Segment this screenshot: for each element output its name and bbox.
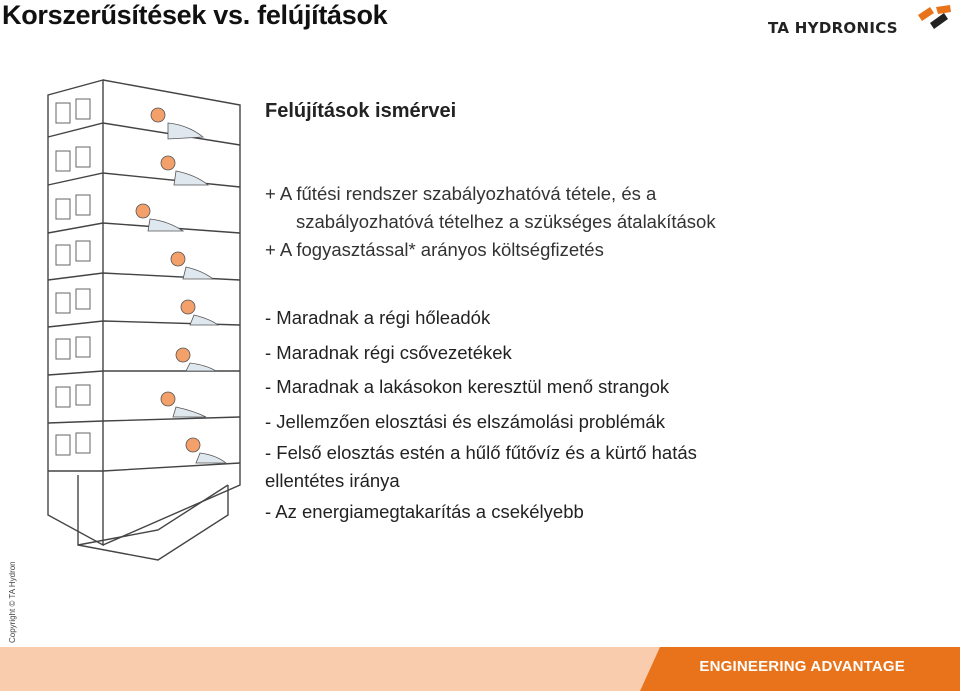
- minus-item: - Felső elosztás estén a hűlő fűtővíz és a kürtő hatás: [265, 442, 697, 463]
- slide-content: [265, 100, 945, 530]
- slide-subtitle: Felújítások ismérvei: [265, 100, 457, 122]
- spacer: [265, 264, 945, 301]
- minus-item: - Jellemzően elosztási és elszámolási problémák: [265, 410, 665, 432]
- copyright-notice: Copyright © TA Hydron: [8, 561, 17, 643]
- ta-hydronics-logo: [768, 3, 954, 43]
- plus-item: + A fűtési rendszer szabályozhatóvá tétele, és a: [265, 183, 657, 204]
- logo-text: TA HYDRONICS: [768, 19, 898, 37]
- minus-item: - Az energiamegtakarítás a csekélyebb: [265, 501, 584, 522]
- plus-item: + A fogyasztással* arányos költségfizetés: [265, 239, 604, 260]
- footer-tagline: ENGINEERING ADVANTAGE: [699, 658, 905, 675]
- minus-item: - Maradnak a lakásokon keresztül menő strangok: [265, 376, 670, 397]
- plus-item-continuation: szabályozhatóvá tételhez a szükséges átalakítások: [296, 211, 716, 232]
- minus-item: - Maradnak régi csővezetékek: [265, 341, 512, 363]
- minus-item: - Maradnak a régi hőleadók: [265, 307, 491, 328]
- building-illustration: [18, 75, 253, 565]
- slide-title: Korszerűsítések vs. felújítások: [2, 0, 388, 30]
- minus-item-continuation: ellentétes iránya: [265, 470, 400, 491]
